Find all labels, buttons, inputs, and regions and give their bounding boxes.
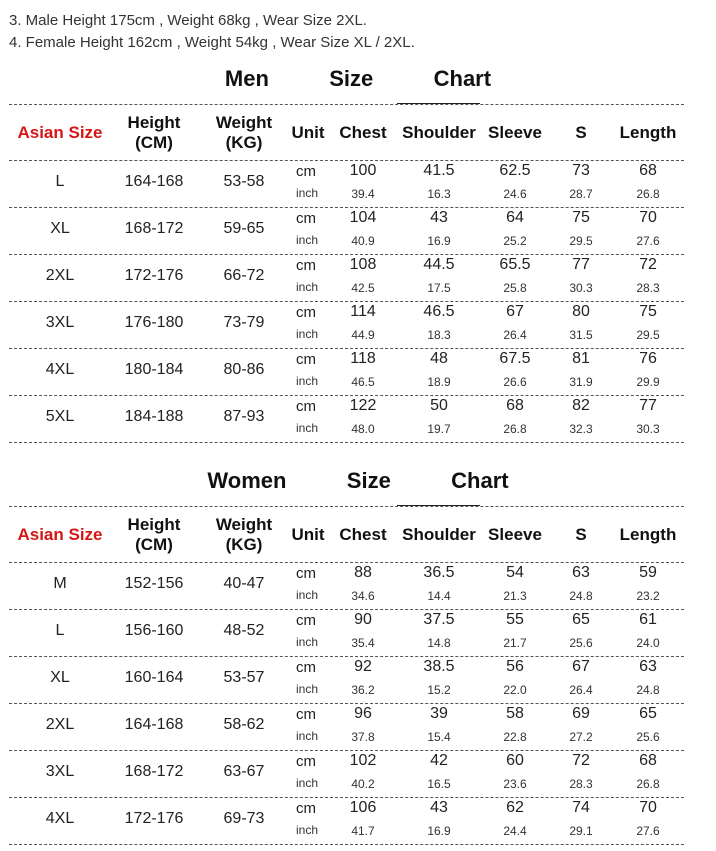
row-divider	[9, 207, 684, 208]
sleeve-inch-value: 21.3	[503, 589, 527, 603]
chest-inch-value: 40.9	[351, 234, 375, 248]
sleeve-cm-value: 64	[506, 209, 524, 226]
header-weight: Weight (KG)	[215, 515, 273, 554]
header-asian-size: Asian Size	[17, 525, 103, 544]
sleeve-inch-value: 26.6	[503, 375, 527, 389]
chest-inch-value: 34.6	[351, 589, 375, 603]
s-cm-value: 63	[572, 564, 590, 581]
header-length: Length	[619, 525, 677, 544]
weight-range: 53-58	[223, 173, 265, 190]
shoulder-cm-value: 44.5	[423, 256, 455, 273]
length-cm-value: 72	[639, 256, 657, 273]
row-divider	[9, 442, 684, 443]
s-inch-value: 28.7	[569, 187, 593, 201]
header-weight: Weight (KG)	[215, 113, 273, 152]
shoulder-inch-value: 14.8	[427, 636, 451, 650]
s-inch-value: 31.5	[569, 328, 593, 342]
height-range: 164-168	[124, 173, 184, 190]
header-height: Height (CM)	[127, 113, 181, 152]
row-divider	[9, 348, 684, 349]
size-label: M	[53, 575, 67, 592]
s-cm-value: 72	[572, 752, 590, 769]
shoulder-inch-value: 15.2	[427, 683, 451, 697]
length-cm-value: 77	[639, 397, 657, 414]
chest-inch-value: 41.7	[351, 824, 375, 838]
sleeve-cm-value: 54	[506, 564, 524, 581]
weight-range: 58-62	[223, 716, 265, 733]
unit-inch-label: inch	[296, 233, 319, 247]
chest-cm-value: 102	[349, 752, 377, 769]
sleeve-inch-value: 25.2	[503, 234, 527, 248]
length-cm-value: 68	[639, 162, 657, 179]
weight-range: 59-65	[223, 220, 265, 237]
length-inch-value: 27.6	[636, 234, 660, 248]
weight-range: 63-67	[223, 763, 265, 780]
header-sleeve: Sleeve	[488, 525, 542, 544]
row-divider	[9, 562, 684, 563]
header-chest: Chest	[339, 123, 387, 142]
unit-inch-label: inch	[296, 280, 319, 294]
unit-cm-label: cm	[296, 351, 316, 368]
s-inch-value: 29.1	[569, 824, 593, 838]
height-range: 180-184	[124, 361, 184, 378]
sleeve-cm-value: 58	[506, 705, 524, 722]
s-cm-value: 75	[572, 209, 590, 226]
chest-cm-value: 122	[349, 397, 377, 414]
s-inch-value: 30.3	[569, 281, 593, 295]
chest-inch-value: 39.4	[351, 187, 375, 201]
weight-range: 87-93	[223, 408, 265, 425]
row-divider	[9, 160, 684, 161]
header-s: S	[575, 525, 587, 544]
sleeve-cm-value: 67	[506, 303, 524, 320]
row-divider	[9, 703, 684, 704]
chest-inch-value: 46.5	[351, 375, 375, 389]
unit-cm-label: cm	[296, 753, 316, 770]
chest-cm-value: 92	[354, 658, 372, 675]
row-divider	[9, 609, 684, 610]
shoulder-inch-value: 16.3	[427, 187, 451, 201]
size-label: L	[55, 622, 65, 639]
s-inch-value: 28.3	[569, 777, 593, 791]
length-inch-value: 24.8	[636, 683, 660, 697]
sleeve-cm-value: 67.5	[499, 350, 531, 367]
header-unit: Unit	[291, 525, 325, 544]
unit-inch-label: inch	[296, 682, 319, 696]
row-divider	[9, 656, 684, 657]
shoulder-inch-value: 16.5	[427, 777, 451, 791]
header-chest: Chest	[339, 525, 387, 544]
row-divider	[9, 104, 684, 105]
s-cm-value: 65	[572, 611, 590, 628]
size-label: 4XL	[45, 810, 75, 827]
size-label: XL	[50, 669, 70, 686]
shoulder-inch-value: 16.9	[427, 824, 451, 838]
shoulder-cm-value: 43	[430, 799, 448, 816]
s-cm-value: 82	[572, 397, 590, 414]
chest-cm-value: 96	[354, 705, 372, 722]
unit-inch-label: inch	[296, 635, 319, 649]
weight-range: 73-79	[223, 314, 265, 331]
header-asian-size: Asian Size	[17, 123, 103, 142]
note-female: 4. Female Height 162cm , Weight 54kg , Wear Size XL / 2XL.	[9, 34, 415, 51]
length-inch-value: 27.6	[636, 824, 660, 838]
header-unit: Unit	[291, 123, 325, 142]
sleeve-inch-value: 26.4	[503, 328, 527, 342]
shoulder-cm-value: 50	[430, 397, 448, 414]
chest-cm-value: 106	[349, 799, 377, 816]
length-inch-value: 29.5	[636, 328, 660, 342]
chart-title: Men Size Chart	[224, 66, 492, 91]
unit-inch-label: inch	[296, 327, 319, 341]
weight-range: 66-72	[223, 267, 265, 284]
shoulder-cm-value: 41.5	[423, 162, 455, 179]
height-range: 168-172	[124, 220, 184, 237]
row-divider	[9, 750, 684, 751]
sleeve-inch-value: 24.4	[503, 824, 527, 838]
sleeve-inch-value: 21.7	[503, 636, 527, 650]
height-range: 156-160	[124, 622, 184, 639]
sleeve-inch-value: 25.8	[503, 281, 527, 295]
unit-cm-label: cm	[296, 612, 316, 629]
header-sleeve: Sleeve	[488, 123, 542, 142]
height-range: 184-188	[124, 408, 184, 425]
unit-inch-label: inch	[296, 186, 319, 200]
header-height: Height (CM)	[127, 515, 181, 554]
shoulder-inch-value: 19.7	[427, 422, 451, 436]
sleeve-cm-value: 60	[506, 752, 524, 769]
weight-range: 80-86	[223, 361, 265, 378]
unit-cm-label: cm	[296, 163, 316, 180]
length-inch-value: 26.8	[636, 187, 660, 201]
shoulder-cm-value: 48	[430, 350, 448, 367]
s-cm-value: 80	[572, 303, 590, 320]
size-label: 3XL	[45, 763, 75, 780]
shoulder-inch-value: 16.9	[427, 234, 451, 248]
header-shoulder: Shoulder	[402, 123, 476, 142]
length-cm-value: 65	[639, 705, 657, 722]
length-cm-value: 59	[639, 564, 657, 581]
row-divider	[9, 506, 684, 507]
s-inch-value: 29.5	[569, 234, 593, 248]
weight-range: 48-52	[223, 622, 265, 639]
height-range: 168-172	[124, 763, 184, 780]
height-range: 164-168	[124, 716, 184, 733]
s-cm-value: 67	[572, 658, 590, 675]
s-cm-value: 81	[572, 350, 590, 367]
chest-inch-value: 48.0	[351, 422, 375, 436]
sleeve-cm-value: 62	[506, 799, 524, 816]
height-range: 160-164	[124, 669, 184, 686]
shoulder-inch-value: 15.4	[427, 730, 451, 744]
unit-inch-label: inch	[296, 588, 319, 602]
sleeve-inch-value: 23.6	[503, 777, 527, 791]
unit-cm-label: cm	[296, 565, 316, 582]
chest-inch-value: 40.2	[351, 777, 375, 791]
shoulder-inch-value: 14.4	[427, 589, 451, 603]
unit-cm-label: cm	[296, 210, 316, 227]
length-cm-value: 70	[639, 799, 657, 816]
unit-cm-label: cm	[296, 659, 316, 676]
chest-cm-value: 114	[350, 303, 376, 320]
chest-inch-value: 42.5	[351, 281, 375, 295]
weight-range: 53-57	[223, 669, 265, 686]
length-inch-value: 23.2	[636, 589, 660, 603]
chest-inch-value: 37.8	[351, 730, 375, 744]
unit-inch-label: inch	[296, 776, 319, 790]
sleeve-cm-value: 65.5	[499, 256, 531, 273]
length-cm-value: 70	[639, 209, 657, 226]
chest-inch-value: 36.2	[351, 683, 375, 697]
size-label: 2XL	[45, 716, 75, 733]
length-cm-value: 63	[639, 658, 657, 675]
s-cm-value: 77	[572, 256, 590, 273]
length-cm-value: 76	[639, 350, 657, 367]
unit-inch-label: inch	[296, 729, 319, 743]
size-label: 5XL	[45, 408, 75, 425]
s-inch-value: 32.3	[569, 422, 593, 436]
length-inch-value: 26.8	[636, 777, 660, 791]
sleeve-cm-value: 55	[506, 611, 524, 628]
shoulder-cm-value: 46.5	[423, 303, 455, 320]
unit-cm-label: cm	[296, 398, 316, 415]
unit-cm-label: cm	[296, 706, 316, 723]
sleeve-inch-value: 22.8	[503, 730, 527, 744]
s-inch-value: 25.6	[569, 636, 593, 650]
weight-range: 40-47	[223, 575, 265, 592]
notes	[9, 10, 415, 54]
length-cm-value: 61	[639, 611, 657, 628]
s-cm-value: 69	[572, 705, 590, 722]
size-label: XL	[50, 220, 70, 237]
chest-cm-value: 100	[349, 162, 377, 179]
sleeve-cm-value: 68	[506, 397, 524, 414]
shoulder-cm-value: 38.5	[423, 658, 455, 675]
note-male: 3. Male Height 175cm , Weight 68kg , Wear Size 2XL.	[9, 12, 367, 29]
unit-inch-label: inch	[296, 374, 319, 388]
unit-inch-label: inch	[296, 823, 319, 837]
s-inch-value: 24.8	[569, 589, 593, 603]
size-label: 2XL	[45, 267, 75, 284]
sleeve-inch-value: 24.6	[503, 187, 527, 201]
chest-cm-value: 88	[354, 564, 372, 581]
height-range: 152-156	[124, 575, 184, 592]
header-s: S	[575, 123, 587, 142]
unit-cm-label: cm	[296, 257, 316, 274]
length-inch-value: 25.6	[636, 730, 660, 744]
length-cm-value: 68	[639, 752, 657, 769]
shoulder-inch-value: 18.3	[427, 328, 451, 342]
header-shoulder: Shoulder	[402, 525, 476, 544]
sleeve-cm-value: 56	[506, 658, 524, 675]
shoulder-cm-value: 43	[430, 209, 448, 226]
s-inch-value: 27.2	[569, 730, 593, 744]
length-inch-value: 24.0	[636, 636, 660, 650]
chest-inch-value: 44.9	[351, 328, 375, 342]
chest-cm-value: 104	[349, 209, 377, 226]
row-divider	[9, 395, 684, 396]
sleeve-inch-value: 26.8	[503, 422, 527, 436]
shoulder-inch-value: 17.5	[427, 281, 451, 295]
weight-range: 69-73	[223, 810, 265, 827]
row-divider	[9, 301, 684, 302]
size-label: 4XL	[45, 361, 75, 378]
row-divider	[9, 797, 684, 798]
chest-cm-value: 108	[349, 256, 377, 273]
row-divider	[9, 254, 684, 255]
height-range: 172-176	[124, 267, 184, 284]
row-divider	[9, 844, 684, 845]
size-label: 3XL	[45, 314, 75, 331]
length-cm-value: 75	[639, 303, 657, 320]
shoulder-cm-value: 37.5	[423, 611, 455, 628]
sleeve-cm-value: 62.5	[499, 162, 531, 179]
s-inch-value: 31.9	[569, 375, 593, 389]
unit-cm-label: cm	[296, 800, 316, 817]
s-cm-value: 74	[572, 799, 590, 816]
size-label: L	[55, 173, 65, 190]
unit-inch-label: inch	[296, 421, 319, 435]
length-inch-value: 28.3	[636, 281, 660, 295]
shoulder-cm-value: 42	[430, 752, 448, 769]
s-inch-value: 26.4	[569, 683, 593, 697]
chest-cm-value: 90	[354, 611, 372, 628]
chest-inch-value: 35.4	[351, 636, 375, 650]
unit-cm-label: cm	[296, 304, 316, 321]
shoulder-cm-value: 39	[430, 705, 448, 722]
header-length: Length	[619, 123, 677, 142]
s-cm-value: 73	[572, 162, 590, 179]
length-inch-value: 30.3	[636, 422, 660, 436]
shoulder-inch-value: 18.9	[427, 375, 451, 389]
chart-title: Women Size Chart	[207, 468, 509, 493]
height-range: 172-176	[124, 810, 184, 827]
shoulder-cm-value: 36.5	[423, 564, 455, 581]
chest-cm-value: 118	[350, 350, 376, 367]
length-inch-value: 29.9	[636, 375, 660, 389]
height-range: 176-180	[124, 314, 184, 331]
sleeve-inch-value: 22.0	[503, 683, 527, 697]
